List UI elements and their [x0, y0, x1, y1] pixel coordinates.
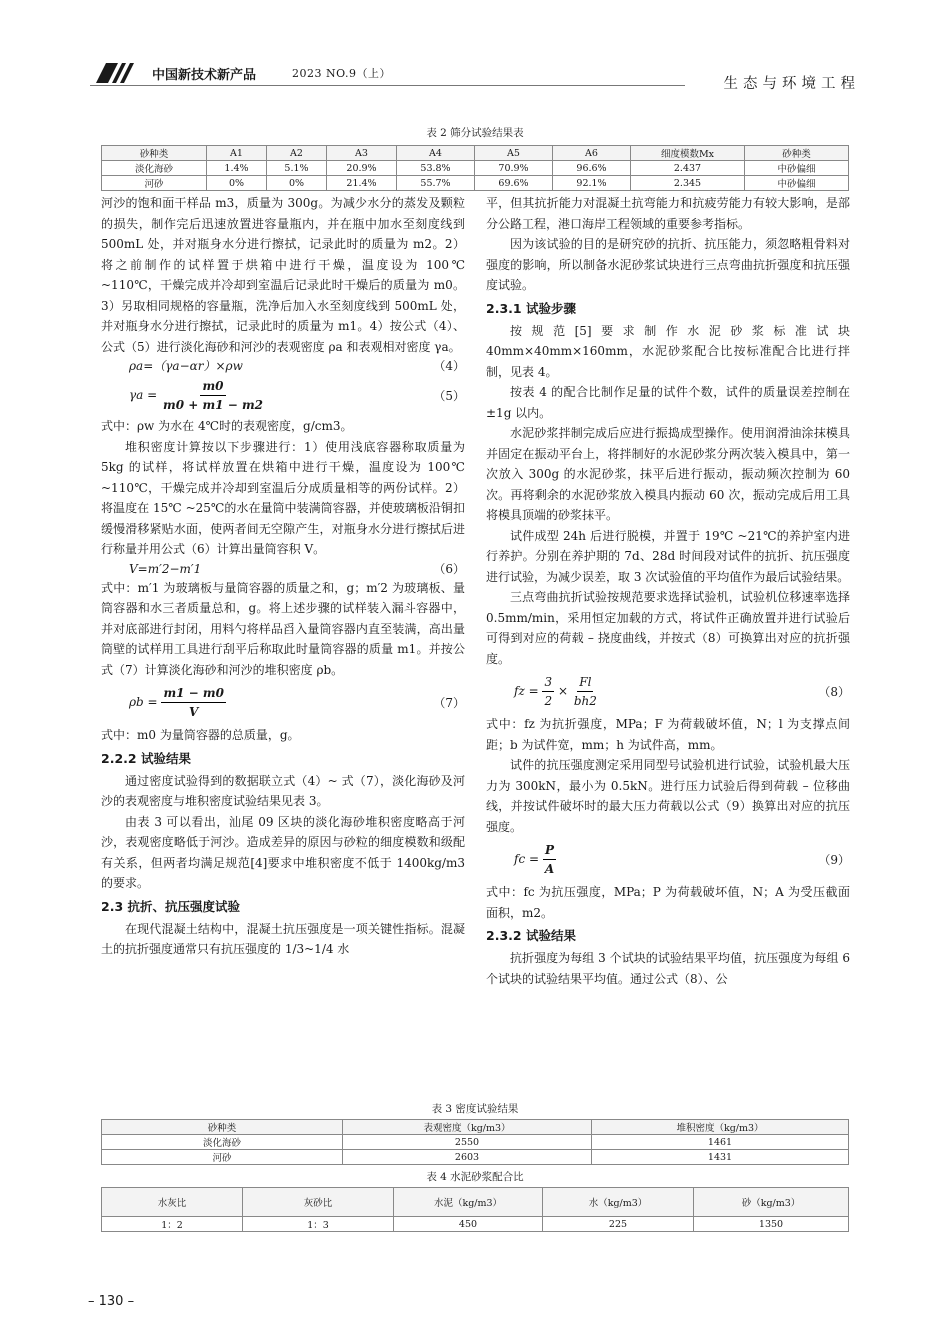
fraction — [572, 673, 599, 710]
left-column — [101, 193, 465, 960]
table-header: 表观密度（kg/m3） — [343, 1120, 592, 1135]
table4-caption: 表 4 水泥砂浆配合比 — [426, 1171, 524, 1183]
numerator: P — [543, 841, 556, 860]
table-row — [102, 1150, 849, 1165]
equation-8 — [486, 673, 850, 710]
table-header: 水泥（kg/m3） — [394, 1188, 543, 1217]
table-header: 砂种类 — [102, 1120, 343, 1135]
table-cell: 2603 — [343, 1150, 592, 1165]
table-header: 细度模数Mx — [631, 146, 745, 161]
table-cell: 1：2 — [102, 1217, 243, 1232]
right-column — [486, 193, 850, 989]
equation-lhs: γa = — [129, 388, 158, 402]
section-heading: 2.3.1 试验步骤 — [486, 300, 576, 316]
paragraph: 在现代混凝土结构中，混凝土抗压强度是一项关键性指标。混凝土的抗折强度通常只有抗压强度的 1/3~1/4 水 — [101, 921, 465, 956]
table-cell: 1431 — [592, 1150, 849, 1165]
equation-5 — [101, 377, 465, 414]
paragraph: 平，但其抗折能力对混凝土抗弯能力和抗疲劳能力有较大影响，是部分公路工程，港口海岸工程领域的重要参考指标。 — [486, 196, 850, 231]
table-header: 水（kg/m3） — [543, 1188, 694, 1217]
fraction — [543, 841, 556, 878]
paragraph: 三点弯曲抗折试验按规范要求选择试验机，试验机位移速率选择 0.5mm/min，采用恒定加载的方式，将试件正确放置并进行试验后可得到对应的荷载 – 挠度曲线，并按式（8）可换算出对应的抗折强度。 — [486, 590, 850, 666]
table-header: 水灰比 — [102, 1188, 243, 1217]
equation-9 — [486, 841, 850, 878]
table-cell: 中砂偏细 — [745, 161, 849, 176]
table-cell: 21.4% — [327, 176, 397, 191]
table-cell: 2550 — [343, 1135, 592, 1150]
table-row — [102, 1135, 849, 1150]
header-rule — [90, 85, 685, 86]
table-header: A3 — [327, 146, 397, 161]
table-cell: 淡化海砂 — [102, 161, 207, 176]
denominator: V — [189, 705, 199, 719]
table-cell: 中砂偏细 — [745, 176, 849, 191]
table2-caption: 表 2 筛分试验结果表 — [426, 127, 524, 139]
table-cell: 2.345 — [631, 176, 745, 191]
table-cell: 5.1% — [267, 161, 327, 176]
table-row — [102, 161, 849, 176]
where-note: 式中：m0 为量筒容器的总质量，g。 — [101, 728, 300, 742]
table-cell: 70.9% — [475, 161, 553, 176]
equation-number: （7） — [433, 695, 465, 710]
where-note: 式中：fc 为抗压强度，MPa；P 为荷载破坏值，N；A 为受压截面面积，m2。 — [486, 885, 850, 920]
table-cell: 1461 — [592, 1135, 849, 1150]
denominator: 2 — [544, 694, 553, 708]
journal-title: 中国新技术新产品 — [152, 68, 257, 83]
table-cell: 53.8% — [397, 161, 475, 176]
table-cell: 河砂 — [102, 176, 207, 191]
paragraph: 按表 4 的配合比制作足量的试件个数，试件的质量误差控制在 ±1g 以内。 — [486, 385, 850, 420]
table-header: 砂种类 — [102, 146, 207, 161]
denominator: bh2 — [573, 694, 597, 708]
fraction — [161, 684, 226, 721]
table-cell: 0% — [207, 176, 267, 191]
table-header: A5 — [475, 146, 553, 161]
paragraph: 由表 3 可以看出，汕尾 09 区块的淡化海砂堆积密度略高于河沙，表观密度略低于河沙。造成差异的原因与砂粒的细度模数和级配有关系，但两者均满足规范[4]要求中堆积密度不低于 1400kg/m3 的要求。 — [101, 814, 465, 890]
table-cell: 20.9% — [327, 161, 397, 176]
table-cell: 450 — [394, 1217, 543, 1232]
table-cell: 1.4% — [207, 161, 267, 176]
table-header: A2 — [267, 146, 327, 161]
table-cell: 淡化海砂 — [102, 1135, 343, 1150]
table-header: 堆积密度（kg/m3） — [592, 1120, 849, 1135]
equation-number: （9） — [818, 852, 850, 867]
paragraph: 水泥砂浆拌制完成后应进行振捣成型操作。使用润滑油涂抹模具并固定在振动平台上，将拌制好的水泥砂浆分两次装入模具中，第一次放入 300g 的水泥砂浆，抹平后进行振动，振动频次控制为 60 次。再将剩余的水泥砂浆放入模具内振动 60 次，振动完成后用工具将模具顶端的砂浆抹平。 — [486, 426, 850, 522]
table-cell: 1：3 — [243, 1217, 394, 1232]
section-heading: 2.3.2 试验结果 — [486, 928, 576, 943]
table-row — [102, 176, 849, 191]
paragraph: 试件成型 24h 后进行脱模，并置于 19℃ ~21℃的养护室内进行养护。分别在养护期的 7d、28d 时间段对试件的抗折、抗压强度进行试验，为减少误差，取 3 次试验值的平均值作为最后试验结果。 — [486, 528, 850, 584]
table-cell: 55.7% — [397, 176, 475, 191]
times-operator: × — [557, 684, 568, 698]
numerator: m0 — [200, 377, 225, 396]
table-row — [102, 1217, 849, 1232]
table-header: A1 — [207, 146, 267, 161]
equation-lhs: fc = — [514, 852, 540, 866]
paragraph: 通过密度试验得到的数据联立式（4）~ 式（7），淡化海砂及河沙的表观密度与堆积密度试验结果见表 3。 — [101, 773, 465, 808]
table2 — [101, 145, 849, 191]
equation-6 — [101, 560, 465, 578]
where-note: 式中：fz 为抗折强度，MPa；F 为荷载破坏值，N；l 为支撑点间距；b 为试件宽，mm；h 为试件高，mm。 — [486, 717, 850, 752]
denominator: A — [544, 862, 555, 876]
equation-number: （6） — [433, 561, 465, 576]
fraction — [161, 377, 265, 414]
where-note: 式中：ρw 为水在 4℃时的表观密度，g/cm3。 — [101, 419, 353, 433]
section-heading: 2.2.2 试验结果 — [101, 750, 191, 766]
table-header: 砂种类 — [745, 146, 849, 161]
table-header: A4 — [397, 146, 475, 161]
equation-number: （4） — [433, 359, 465, 373]
equation-body: V=m′2−m′1 — [129, 561, 202, 576]
table4 — [101, 1187, 849, 1232]
paragraph: 河沙的饱和面干样品 m3，质量为 300g。为减少水分的蒸发及颗粒的损失，制作完后迅速放置进容量瓶内，并在瓶中加水至刻度线到 500mL 处，并对瓶身水分进行擦拭，记录此时的质量为 m2。2）将之前制作的试样置于烘箱中进行干燥，温度设为 100℃ ~110℃，干燥完成并冷却到室温后记录此时干燥后的质量为 m0。3）另取相同规格的容量瓶，洗净后加入水至刻度线到 500mL 处，并对瓶身水分进行擦拭，记录此时的质量为 m1。4）按公式（4）、公式（5）进行淡化海砂和河沙的表观密度 ρa 和表观相对密度 γa。 — [101, 196, 465, 354]
equation-lhs: ρb = — [129, 695, 158, 709]
equation-body: ρa=（γa−αr）×ρw — [129, 359, 243, 373]
section-title: 生态与环境工程 — [723, 76, 860, 92]
table-cell: 69.6% — [475, 176, 553, 191]
fraction — [542, 673, 554, 710]
table3-caption: 表 3 密度试验结果 — [431, 1103, 519, 1115]
page-number: – 130 – — [88, 1294, 135, 1309]
table-cell: 225 — [543, 1217, 694, 1232]
paragraph: 因为该试验的目的是研究砂的抗折、抗压能力，须忽略粗骨料对强度的影响，所以制备水泥砂浆试块进行三点弯曲抗折强度和抗压强度试验。 — [486, 237, 850, 292]
table-cell: 96.6% — [553, 161, 631, 176]
equation-number: （5） — [433, 388, 465, 403]
table-header: 砂（kg/m3） — [694, 1188, 849, 1217]
table-cell: 1350 — [694, 1217, 849, 1232]
equation-lhs: fz = — [514, 684, 539, 698]
table-header: A6 — [553, 146, 631, 161]
table-header: 灰砂比 — [243, 1188, 394, 1217]
table-cell: 2.437 — [631, 161, 745, 176]
table-cell: 河砂 — [102, 1150, 343, 1165]
paragraph: 按规范[5]要求制作水泥砂浆标准试块 40mm×40mm×160mm，水泥砂浆配合比按标准配合比进行拌制，见表 4。 — [486, 323, 850, 379]
table3 — [101, 1119, 849, 1165]
numerator: m1 − m0 — [161, 684, 226, 703]
numerator: 3 — [542, 673, 554, 692]
paragraph: 式中：m′1 为玻璃板与量筒容器的质量之和，g；m′2 为玻璃板、量筒容器和水三者质量总和，g。将上述步骤的试样装入漏斗容器中，并对底部进行封闭，用料勺将样品舀入量筒容器内直至装满，高出量筒壁的试样用工具进行刮平后称取此时量筒容器的质量 m1。并按公式（7）计算淡化海砂和河沙的堆积密度 ρb。 — [101, 580, 465, 677]
denominator: m0 + m1 − m2 — [163, 398, 263, 412]
equation-4 — [101, 357, 465, 375]
section-heading: 2.3 抗折、抗压强度试验 — [101, 898, 240, 914]
journal-logo-icon — [90, 63, 140, 83]
table-cell: 0% — [267, 176, 327, 191]
equation-7 — [101, 684, 465, 721]
journal-issue: 2023 NO.9（上） — [292, 67, 391, 80]
paragraph: 抗折强度为每组 3 个试块的试验结果平均值，抗压强度为每组 6 个试块的试验结果平均值。通过公式（8）、公 — [486, 951, 850, 986]
table-cell: 92.1% — [553, 176, 631, 191]
paragraph: 试件的抗压强度测定采用同型号试验机进行试验，试验机最大压力为 300kN，最小为 0.5kN。进行压力试验后得到荷载 – 位移曲线，并按试件破坏时的最大压力荷载以公式（9）换算出对应的抗压强度。 — [486, 758, 850, 834]
paragraph: 堆积密度计算按以下步骤进行：1）使用浅底容器称取质量为 5kg 的试样，将试样放置在烘箱中进行干燥，温度设为 100℃ ~110℃，干燥完成并冷却到室温后分成质量相等的两份试样。2）将温度在 15℃ ~25℃的水在量筒中装满筒容器，并使玻璃板沿铜扣缓慢滑移紧贴水面，使两者间无空隙产生，对瓶身水分进行擦拭后进行称量并用公式（6）计算出量筒容积 V。 — [101, 439, 465, 556]
equation-number: （8） — [818, 684, 850, 699]
numerator: Fl — [577, 673, 593, 692]
